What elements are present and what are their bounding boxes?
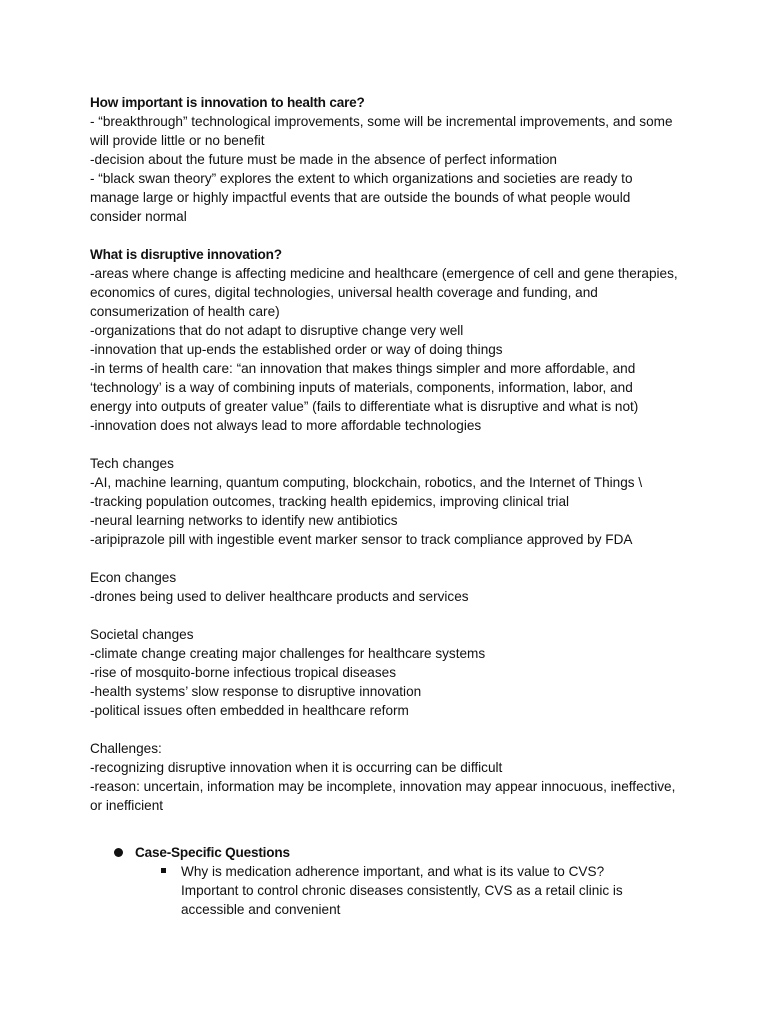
text-line: - “breakthrough” technological improvements, some will be incremental improvements, and some will provide little or no benefit xyxy=(90,114,673,148)
spacer xyxy=(90,226,678,245)
section-societal-changes xyxy=(90,625,678,720)
bullet-item xyxy=(90,843,678,862)
spacer xyxy=(90,549,678,568)
text-line: -AI, machine learning, quantum computing, blockchain, robotics, and the Internet of Things \ xyxy=(90,475,643,490)
text-line: -innovation does not always lead to more affordable technologies xyxy=(90,418,482,433)
spacer xyxy=(90,815,678,843)
text-line: -drones being used to deliver healthcare products and services xyxy=(90,589,469,604)
section-case-questions xyxy=(90,843,678,919)
text-line: -climate change creating major challenges for healthcare systems xyxy=(90,646,486,661)
text-line: -areas where change is affecting medicine and healthcare (emergence of cell and gene therapies, economics of cures, digital technologies, universal health coverage and funding, and consumerization of health care) xyxy=(90,266,678,319)
case-heading: Case-Specific Questions xyxy=(135,845,290,860)
text-line: -rise of mosquito-borne infectious tropical diseases xyxy=(90,665,397,680)
spacer xyxy=(90,720,678,739)
subsection-title: Challenges: xyxy=(90,741,162,756)
square-bullet-icon xyxy=(161,868,166,873)
text-line: -health systems’ slow response to disruptive innovation xyxy=(90,684,422,699)
text-line: -innovation that up-ends the established order or way of doing things xyxy=(90,342,503,357)
text-line: -organizations that do not adapt to disruptive change very well xyxy=(90,323,464,338)
section-challenges xyxy=(90,739,678,815)
section-disruptive-innovation xyxy=(90,245,678,435)
case-question-text: Why is medication adherence important, and what is its value to CVS? Important to control chronic diseases consistently, CVS as a retail clinic is accessible and convenient xyxy=(181,864,623,917)
section-econ-changes xyxy=(90,568,678,606)
text-line: -aripiprazole pill with ingestible event marker sensor to track compliance approved by FDA xyxy=(90,532,633,547)
spacer xyxy=(90,606,678,625)
text-line: -reason: uncertain, information may be incomplete, innovation may appear innocuous, ineffective, or inefficient xyxy=(90,779,676,813)
subsection-title: Societal changes xyxy=(90,627,194,642)
text-line: - “black swan theory” explores the extent to which organizations and societies are ready to manage large or highly impactful events that are outside the bounds of what people would consider normal xyxy=(90,171,633,224)
text-line: -tracking population outcomes, tracking health epidemics, improving clinical trial xyxy=(90,494,570,509)
text-line: -political issues often embedded in healthcare reform xyxy=(90,703,409,718)
section-heading: What is disruptive innovation? xyxy=(90,247,282,262)
subsection-title: Tech changes xyxy=(90,456,174,471)
bullet-dot-icon xyxy=(114,848,123,857)
section-tech-changes xyxy=(90,454,678,549)
subsection-title: Econ changes xyxy=(90,570,177,585)
text-line: -neural learning networks to identify new antibiotics xyxy=(90,513,398,528)
section-innovation-importance xyxy=(90,93,678,226)
sub-bullet-item xyxy=(90,862,678,919)
spacer xyxy=(90,435,678,454)
text-line: -decision about the future must be made in the absence of perfect information xyxy=(90,152,557,167)
text-line: -recognizing disruptive innovation when it is occurring can be difficult xyxy=(90,760,503,775)
section-heading: How important is innovation to health care? xyxy=(90,95,365,110)
text-line: -in terms of health care: “an innovation that makes things simpler and more affordable, and ‘technology’ is a way of combining inputs of materials, components, information, labor, and energy into outputs of greater value” (fails to differentiate what is disruptive and what is not) xyxy=(90,361,639,414)
